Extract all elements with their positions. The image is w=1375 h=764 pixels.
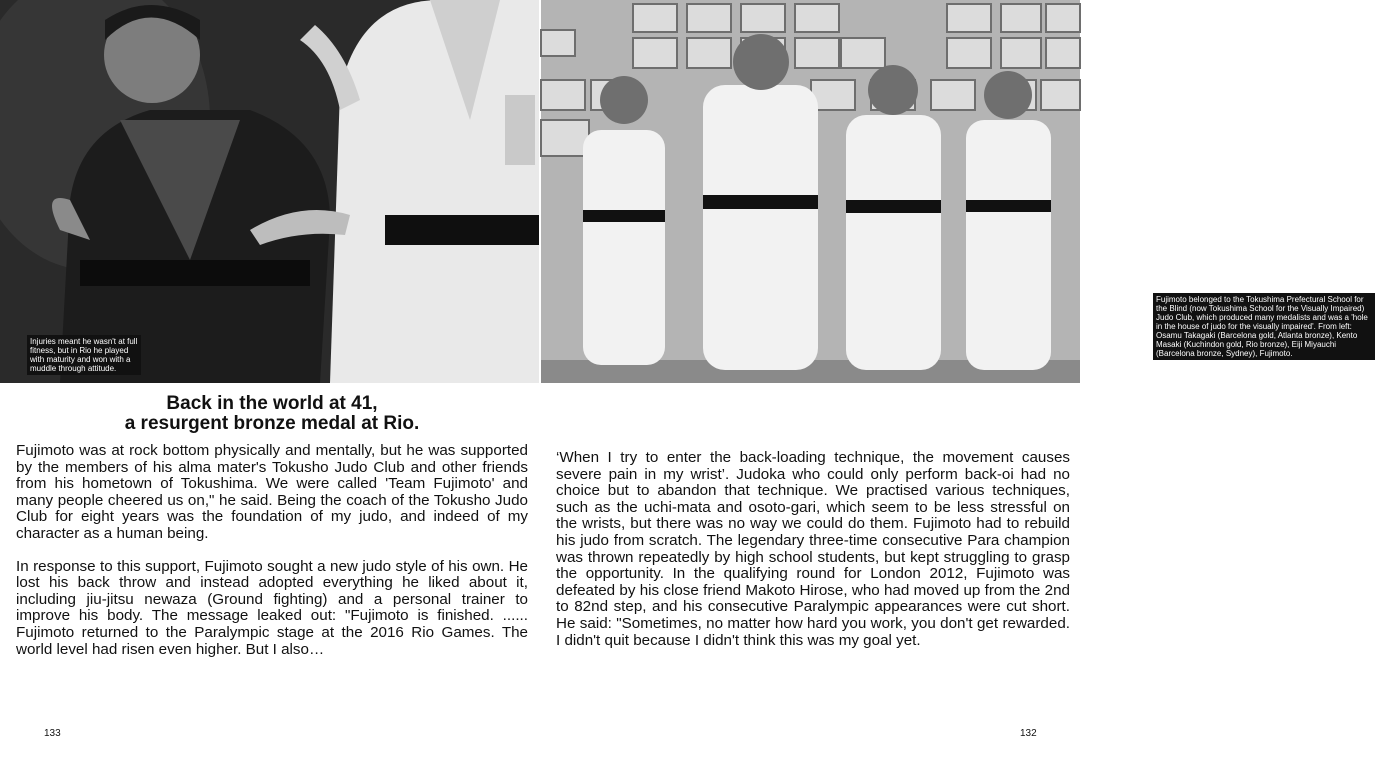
left-text-column	[16, 443, 528, 658]
paragraph: Fujimoto was at rock bottom physically and mentally, but he was supported by the members of his alma mater's Tokusho Judo Club and other friends from his hometown of Tokushima. We were called 'Team Fujimoto' and many people cheered us on," he said. Being the coach of the Tokusho Judo Club for eight years was the foundation of my judo, and indeed of my character as a human being.	[16, 442, 528, 542]
team-group-photo	[541, 0, 1368, 383]
team-group-illustration	[541, 0, 1080, 383]
judo-match-photo	[0, 0, 539, 383]
page-number-left: 133	[44, 728, 61, 739]
photo-caption-right: Fujimoto belonged to the Tokushima Prefectural School for the Blind (now Tokushima School for the Visually Impaired) Judo Club, which produced many medalists and was a 'hole in the house of judo for the visually impaired'. From left: Osamu Takagaki (Barcelona gold, Atlanta bronze), Kento Masaki (Kuchindon gold, Rio bronze), Eiji Miyauchi (Barcelona bronze, Sydney), Fujimoto.	[1153, 293, 1375, 360]
page-number-right: 132	[1020, 728, 1037, 739]
heading-line-2: a resurgent bronze medal at Rio.	[124, 413, 420, 434]
article-heading	[16, 394, 528, 434]
paragraph: ‘When I try to enter the back-loading technique, the movement causes severe pain in my wrist’. Judoka who could only perform back-oi had no choice but to abandon that technique. We practised various techniques, such as the uchi-mata and osoto-gari, which seem to be less stressful on the wrists, but there was no way we could do them. Fujimoto had to rebuild his judo from scratch. The legendary three-time consecutive Para champion was thrown repeatedly by high school students, but kept struggling to grasp the opportunity. In the qualifying round for London 2012, Fujimoto was defeated by his close friend Makoto Hirose, who had moved up from the 2nd to 82nd step, and his consecutive Paralympic appearances were cut short. He said: "Sometimes, no matter how hard you work, you don't get rewarded. I didn't quit because I didn't think this was my goal yet.	[556, 449, 1070, 649]
right-text-column	[556, 450, 1070, 649]
paragraph: In response to this support, Fujimoto sought a new judo style of his own. He lost his back throw and instead adopted everything he liked about it, including jiu-jitsu newaza (Ground fighting) and a personal trainer to improve his body. The message leaked out: "Fujimoto is finished. ...... Fujimoto returned to the Paralympic stage at the 2016 Rio Games. The world level had risen even higher. But I also…	[16, 557, 528, 658]
judo-match-illustration	[0, 0, 539, 383]
heading-line-1: Back in the world at 41,	[166, 393, 378, 414]
photo-caption-left: Injuries meant he wasn't at full fitness, but in Rio he played with maturity and won with a muddle through attitude.	[27, 335, 141, 375]
